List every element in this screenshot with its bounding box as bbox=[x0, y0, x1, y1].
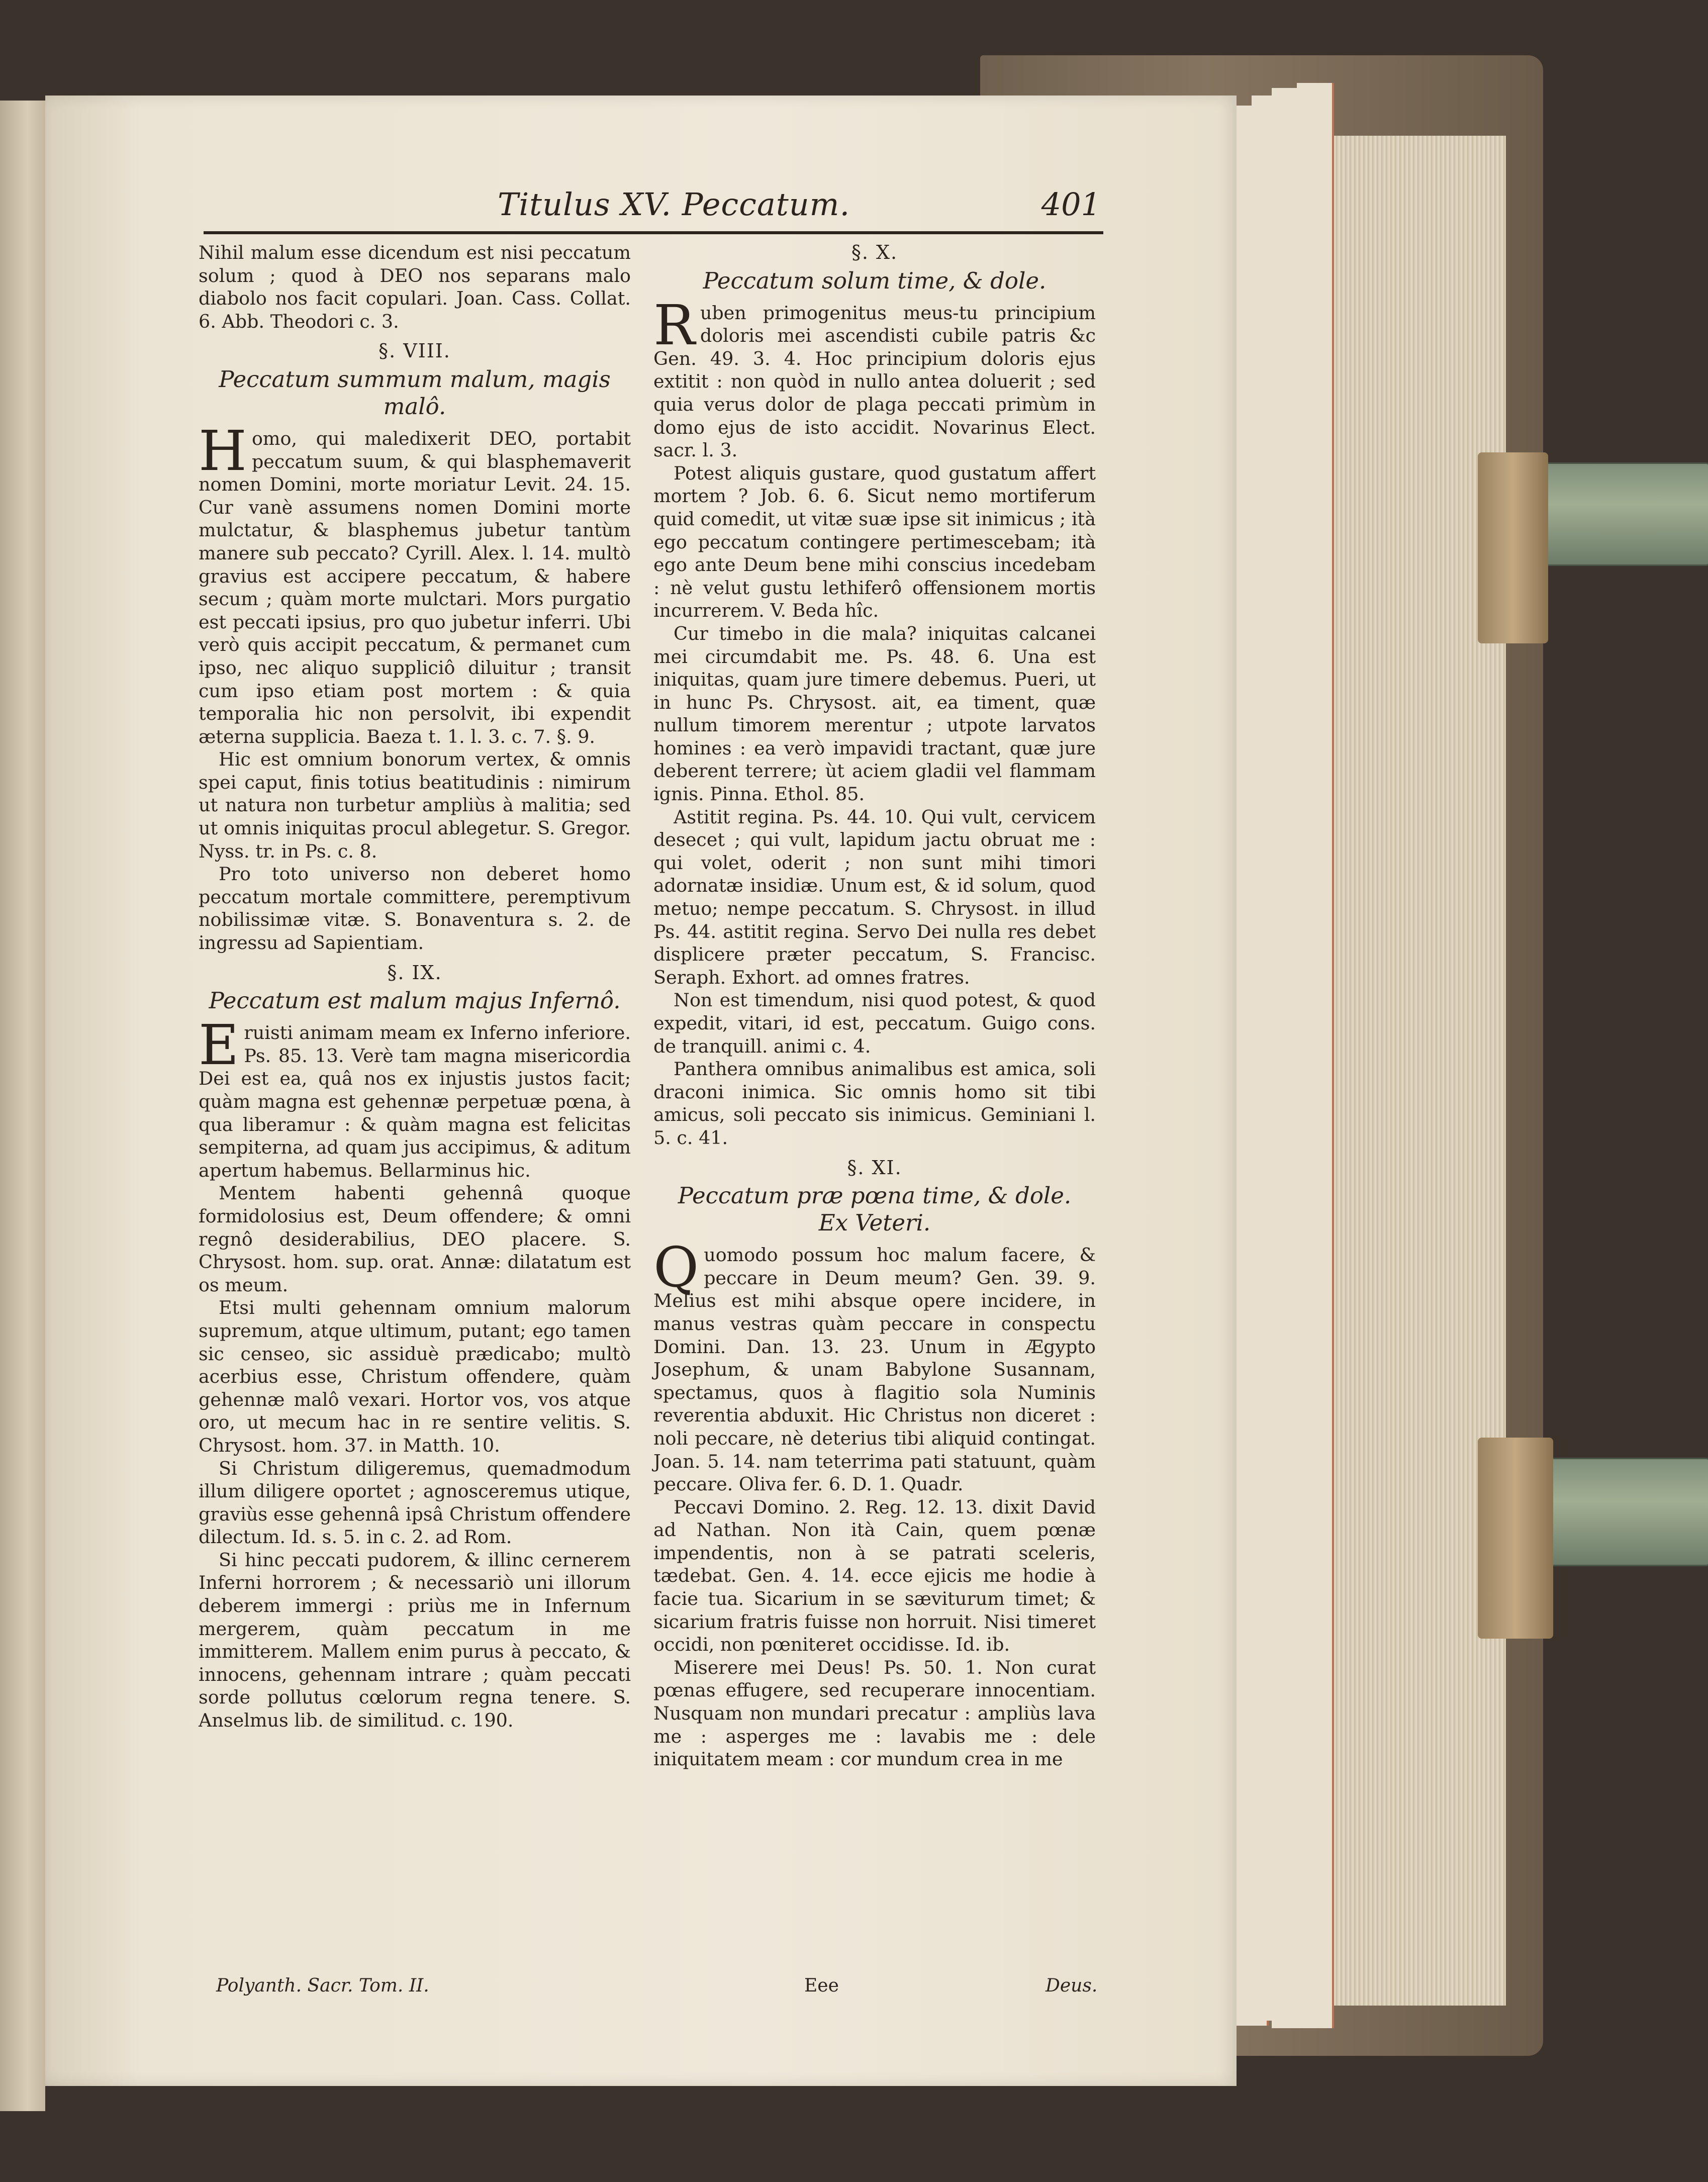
paragraph: Hic est omnium bonorum vertex, & omnis spei caput, finis totius beatitudinis : nimirum ut natura non turbetur ampliùs à malitia; sed ut omnis iniquitas procul ablegetur. S. Gregor. Nyss. tr. in Ps. c. 8. bbox=[199, 748, 631, 862]
paragraph: Si Christum diligeremus, quemadmodum illum diligere oportet ; agnosceremus utique, graviùs esse gehennâ ipsâ Christum offendere dilectum. Id. s. 5. in c. 2. ad Rom. bbox=[199, 1457, 631, 1548]
right-column bbox=[653, 241, 1096, 1771]
running-head bbox=[206, 186, 1101, 231]
left-column bbox=[199, 241, 631, 1732]
section-heading: Peccatum summum malum, magis malô. bbox=[219, 365, 611, 420]
section-heading: Peccatum est malum majus Infernô. bbox=[209, 987, 621, 1014]
page-number: 401 bbox=[1041, 186, 1101, 223]
paragraph: Si hinc peccati pudorem, & illinc cernerem Inferni horrorem ; & necessariò uni illorum deberem immergi : priùs me in Infernum mergerem, quàm peccatum in me immitterem. Mallem enim purus à peccato, & innocens, gehennam intrare ; quàm peccati sorde pollutus cœlorum regna tenere. S. Anselmus lib. de similitud. c. 190. bbox=[199, 1549, 631, 1732]
section-heading: Peccatum præ pœna time, & dole. bbox=[678, 1182, 1072, 1209]
lower-clasp-hinge bbox=[1478, 1438, 1553, 1639]
paragraph: Etsi multi gehennam omnium malorum supremum, atque ultimum, putant; ego tamen sic censeo, sic assiduè prædicabo; multò acerbius esse, Christum offendere, quàm gehennæ malô vexari. Hortor vos, vos atque oro, ut mecum hac in re sentire velitis. S. Chrysost. hom. 37. in Matth. 10. bbox=[199, 1297, 631, 1456]
signature-mark: Eee bbox=[804, 1975, 839, 1996]
section-number: §. XI. bbox=[847, 1156, 902, 1179]
section-number: §. VIII. bbox=[378, 340, 451, 362]
paragraph: Homo, qui maledixerit DEO, portabit peccatum suum, & qui blasphemaverit nomen Domini, morte moriatur Levit. 24. 15. Cur vanè assumens nomen Domini morte mulctatur, & blasphemus jubetur tantùm manere sub peccato? Cyrill. Alex. l. 14. multò gravius est accipere peccatum, & habere secum ; quàm morte mulctari. Mors purgatio est peccati ipsius, pro quo jubetur inferri. Ubi verò quis accipit peccatum, & permanet cum ipso, nec aliquo suppliciô diluitur ; transit cum ipso etiam post mortem : & quia temporalia hic non persolvit, ibi expendit æterna supplicia. Baeza t. 1. l. 3. c. 7. §. 9. bbox=[199, 418, 631, 747]
section-subheading: Ex Veteri. bbox=[818, 1209, 931, 1237]
section-heading: Peccatum solum time, & dole. bbox=[703, 267, 1047, 294]
paragraph: Non est timendum, nisi quod potest, & quod expedit, vitari, id est, peccatum. Guigo cons. de tranquill. animi c. 4. bbox=[653, 989, 1096, 1057]
paragraph: Cur timebo in die mala? iniquitas calcanei mei circumdabit me. Ps. 48. 6. Una est iniquitas, quam jure timere debemus. Pueri, ut in hunc Ps. Chrysost. ait, ea timent, quæ nullum timorem merentur ; utpote larvatos homines : ea verò impavidi tractant, quæ jure deberent terrere; ùt aciem gladii vel flammam ignis. Pinna. Ethol. 85. bbox=[653, 622, 1096, 805]
book-page bbox=[45, 96, 1237, 2086]
catchword: Deus. bbox=[1046, 1975, 1098, 1996]
footer-title: Polyanth. Sacr. Tom. II. bbox=[216, 1975, 429, 1996]
paragraph: Quomodo possum hoc malum facere, & peccare in Deum meum? Gen. 39. 9. Melius est mihi absque opere incidere, in manus vestras quàm peccare in conspectu Domini. Dan. 13. 23. Unum in Ægypto Josephum, & unam Babylone Susannam, spectamus, quos à flagitio sola Numinis reverentia abduxit. Hic Christus non diceret : noli peccare, nè deterius tibi aliquid contingat. Joan. 5. 14. nam teterrima pati statuunt, quàm peccare. Oliva fer. 6. D. 1. Quadr. bbox=[653, 1235, 1096, 1495]
paragraph: Eruisti animam meam ex Inferno inferiore. Ps. 85. 13. Verè tam magna misericordia Dei est ea, quâ nos ex injustis justos facit; quàm magna est gehennæ perpetuæ pœna, à qua liberamur : & quàm magna est felicitas sempiterna, ad quam jus accipimus, & aditum apertum habemus. Bellarminus hic. bbox=[199, 1013, 631, 1181]
paragraph: Pro toto universo non deberet homo peccatum mortale committere, peremptivum nobilissimæ vitæ. S. Bonaventura s. 2. de ingressu ad Sapientiam. bbox=[199, 863, 631, 954]
paragraph: Peccavi Domino. 2. Reg. 12. 13. dixit David ad Nathan. Non ità Cain, quem pœnæ impendentis, non à se patrati sceleris, tædebat. Gen. 4. 14. ecce ejicis me hodie à facie tua. Sicarium in se sæviturum timet; & sicarium fratris fuisse non horruit. Nisi timeret occidi, non pœniteret occidisse. Id. ib. bbox=[653, 1496, 1096, 1656]
header-rule bbox=[204, 231, 1103, 234]
running-title: Titulus XV. Peccatum. bbox=[498, 186, 850, 223]
section-number: §. IX. bbox=[387, 961, 442, 984]
paragraph: Astitit regina. Ps. 44. 10. Qui vult, cervicem desecet ; qui vult, lapidum jactu obruat me : qui volet, oderit ; non sunt mihi timori adornatæ insidiæ. Unum est, & id solum, quod metuo; nempe peccatum. S. Chrysost. in illud Ps. 44. astitit regina. Servo Dei nulla res debet displicere præter peccatum, S. Francisc. Seraph. Exhort. ad omnes fratres. bbox=[653, 806, 1096, 988]
section-number: §. X. bbox=[851, 241, 898, 263]
upper-clasp-hinge bbox=[1478, 452, 1548, 643]
paragraph: Potest aliquis gustare, quod gustatum affert mortem ? Job. 6. 6. Sicut nemo mortiferum quid comedit, ut vitæ suæ ipse sit inimicus ; ità ego peccatum contingere pertimescebam; ità ego ante Deum bene mihi conscius incedebam : nè velut gustu lethiferô offensionem mortis incurrerem. V. Beda hîc. bbox=[653, 462, 1096, 622]
page-leaf bbox=[1297, 83, 1334, 2028]
paragraph: Panthera omnibus animalibus est amica, soli draconi inimica. Sic omnis homo sit tibi amicus, soli peccato sis inimicus. Geminiani l. 5. c. 41. bbox=[653, 1058, 1096, 1149]
left-page-edge bbox=[0, 101, 45, 2111]
paragraph: Mentem habenti gehennâ quoque formidolosius est, Deum offendere; & omni regnô desiderabilius, DEO placere. S. Chrysost. hom. sup. orat. Annæ: dilatatum est os meum. bbox=[199, 1182, 631, 1296]
paragraph: Miserere mei Deus! Ps. 50. 1. Non curat pœnas effugere, sed recuperare innocentiam. Nusquam non mundari precatur : ampliùs lava me : asperges me : lavabis me : dele iniquitatem meam : cor mundum crea in me bbox=[653, 1656, 1096, 1770]
paragraph: Ruben primogenitus meus-tu principium doloris mei ascendisti cubile patris &c Gen. 49. 3. 4. Hoc principium doloris ejus extitit : non quòd in nullo antea doluerit ; sed quia verus dolor de plaga peccati primùm in domo ejus de isto accidit. Novarinus Elect. sacr. l. 3. bbox=[653, 293, 1096, 461]
intro-paragraph: Nihil malum esse dicendum est nisi peccatum solum ; quod à DEO nos separans malo diabolo nos facit copulari. Joan. Cass. Collat. 6. Abb. Theodori c. 3. bbox=[199, 242, 631, 332]
